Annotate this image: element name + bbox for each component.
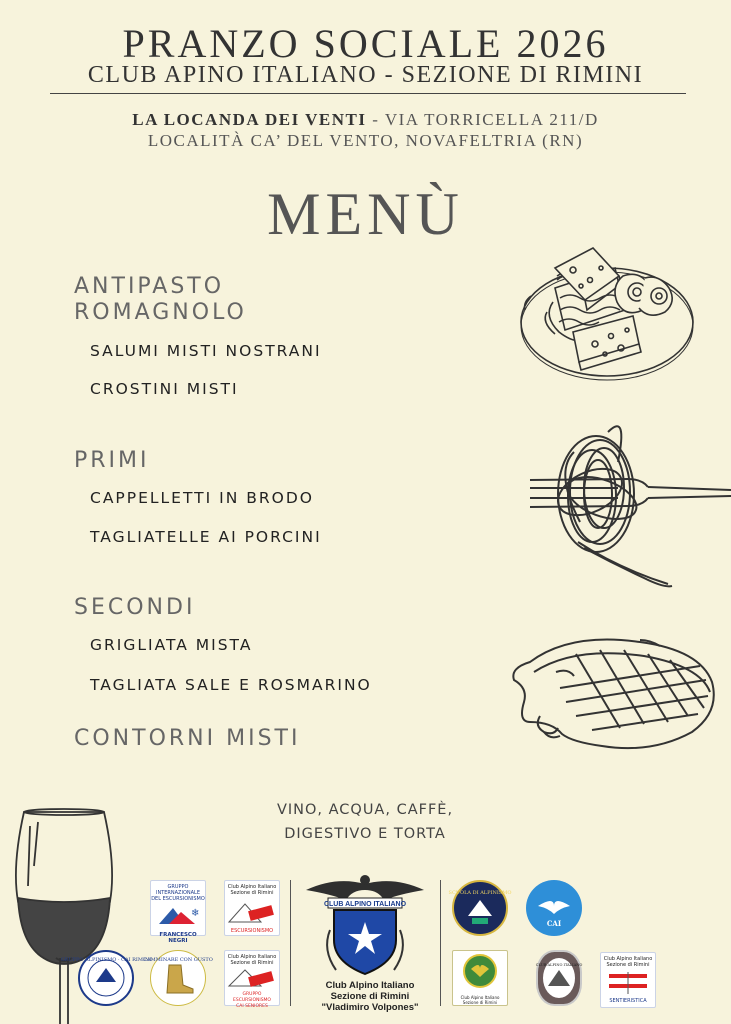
logo-text: Club Alpino Italiano	[227, 884, 277, 890]
drinks-note	[230, 798, 500, 846]
menu-item: CAPPELLETTI IN BRODO	[90, 489, 314, 507]
logo-text: Club Alpino Italiano	[227, 954, 277, 960]
spaghetti-fork-illustration	[518, 412, 731, 592]
cai-caption-line: Sezione di Rimini	[330, 991, 410, 1002]
menu-item: TAGLIATA SALE E ROSMARINO	[90, 676, 372, 694]
logo-text: Sezione di Rimini	[606, 962, 650, 968]
mountain-snowflake-icon	[151, 902, 205, 928]
venue-address-line	[0, 110, 731, 130]
section-title-line: ANTIPASTO	[74, 274, 225, 299]
logo-text: CLUB ALPINO ITALIANO	[535, 963, 583, 967]
cai-caption-line: Club Alpino Italiano	[325, 980, 415, 991]
cai-rimini-escursionismo-logo	[224, 880, 280, 936]
logo-text: GRUPPO INTERNAZIONALE	[155, 884, 200, 896]
gruppo-alpinismo-logo	[60, 950, 152, 1006]
logo-text: SCUOLA DI ALPINISMO	[448, 890, 512, 896]
section-title-primi: PRIMI	[74, 448, 150, 473]
menu-item: GRIGLIATA MISTA	[90, 636, 253, 654]
eagle-icon	[526, 880, 582, 936]
header-divider	[50, 93, 686, 94]
camminare-con-gusto-logo	[143, 950, 213, 1006]
cai-caption-line: "Vladimiro Volpones"	[321, 1002, 419, 1013]
page-title: PRANZO SOCIALE 2026	[122, 21, 609, 66]
cai-rimini-seniores-logo	[224, 950, 280, 1009]
gruppo-escursionismo-logo	[150, 880, 206, 944]
alpinismo-badge-icon	[60, 952, 152, 1004]
boot-icon	[143, 951, 213, 1005]
mountain-badge-icon	[535, 952, 583, 1004]
menu-item: TAGLIATELLE AI PORCINI	[90, 528, 322, 546]
eagle-shield-icon	[453, 951, 507, 991]
logo-text: Sezione di Rimini	[462, 1000, 498, 1005]
menu-item: CROSTINI MISTI	[90, 380, 239, 398]
green-eagle-badge	[452, 950, 508, 1006]
logo-divider	[440, 880, 441, 1006]
sentieristica-logo	[600, 952, 656, 1008]
trail-sign-icon	[601, 968, 655, 994]
cai-caption	[300, 980, 440, 1013]
logo-text: DEL ESCURSIONISMO	[151, 896, 205, 902]
section-title-contorni: CONTORNI MISTI	[74, 726, 301, 751]
menu-title: MENÙ	[267, 181, 464, 247]
logo-text: CAMMINARE CON GUSTO	[143, 957, 213, 963]
drinks-line: DIGESTIVO E TORTA	[284, 826, 446, 842]
scuola-badge-icon	[448, 882, 512, 934]
section-title-antipasto	[74, 274, 247, 326]
logo-text: FRANCESCO NEGRI	[159, 932, 197, 944]
logo-text: CAI SENIORES	[236, 1004, 268, 1009]
scuola-alpinismo-logo	[448, 880, 512, 936]
logo-text: GRUPPO ALPINISMO · CAI RIMINI	[60, 957, 152, 963]
logo-divider	[290, 880, 291, 1006]
logo-text: SENTIERISTICA	[609, 998, 647, 1004]
venue-name: LA LOCANDA DEI VENTI	[132, 110, 367, 129]
logo-text: ESCURSIONISMO	[230, 928, 274, 934]
page-subtitle: CLUB APINO ITALIANO - SEZIONE DI RIMINI	[87, 62, 644, 88]
drinks-line: VINO, ACQUA, CAFFÈ,	[276, 802, 454, 818]
logo-text: CAI	[546, 919, 562, 928]
menu-item: SALUMI MISTI NOSTRANI	[90, 342, 322, 360]
logo-text: Club Alpino Italiano	[460, 995, 500, 1000]
logo-text: Club Alpino Italiano	[603, 956, 653, 962]
mountain-flag-icon	[225, 896, 279, 924]
logo-text: Sezione di Rimini	[230, 960, 274, 966]
logo-text: Sezione di Rimini	[230, 890, 274, 896]
venue-street: - VIA TORRICELLA 211/D	[366, 110, 599, 129]
logo-text: GRUPPO ESCURSIONISMO	[233, 992, 271, 1003]
mountain-flag-icon	[225, 966, 279, 988]
cai-emblem-text: CLUB ALPINO ITALIANO	[323, 901, 407, 908]
venue-locality: LOCALITÀ CA’ DEL VENTO, NOVAFELTRIA (RN)	[147, 131, 584, 150]
steak-illustration	[520, 632, 720, 754]
section-title-secondi: SECONDI	[74, 595, 196, 620]
cai-emblem	[300, 870, 430, 980]
cai-blue-badge	[526, 880, 582, 936]
dark-cai-badge	[536, 950, 582, 1006]
cheese-platter-illustration	[515, 240, 700, 385]
section-title-line: ROMAGNOLO	[74, 300, 247, 325]
svg-text:❄: ❄	[191, 908, 200, 919]
